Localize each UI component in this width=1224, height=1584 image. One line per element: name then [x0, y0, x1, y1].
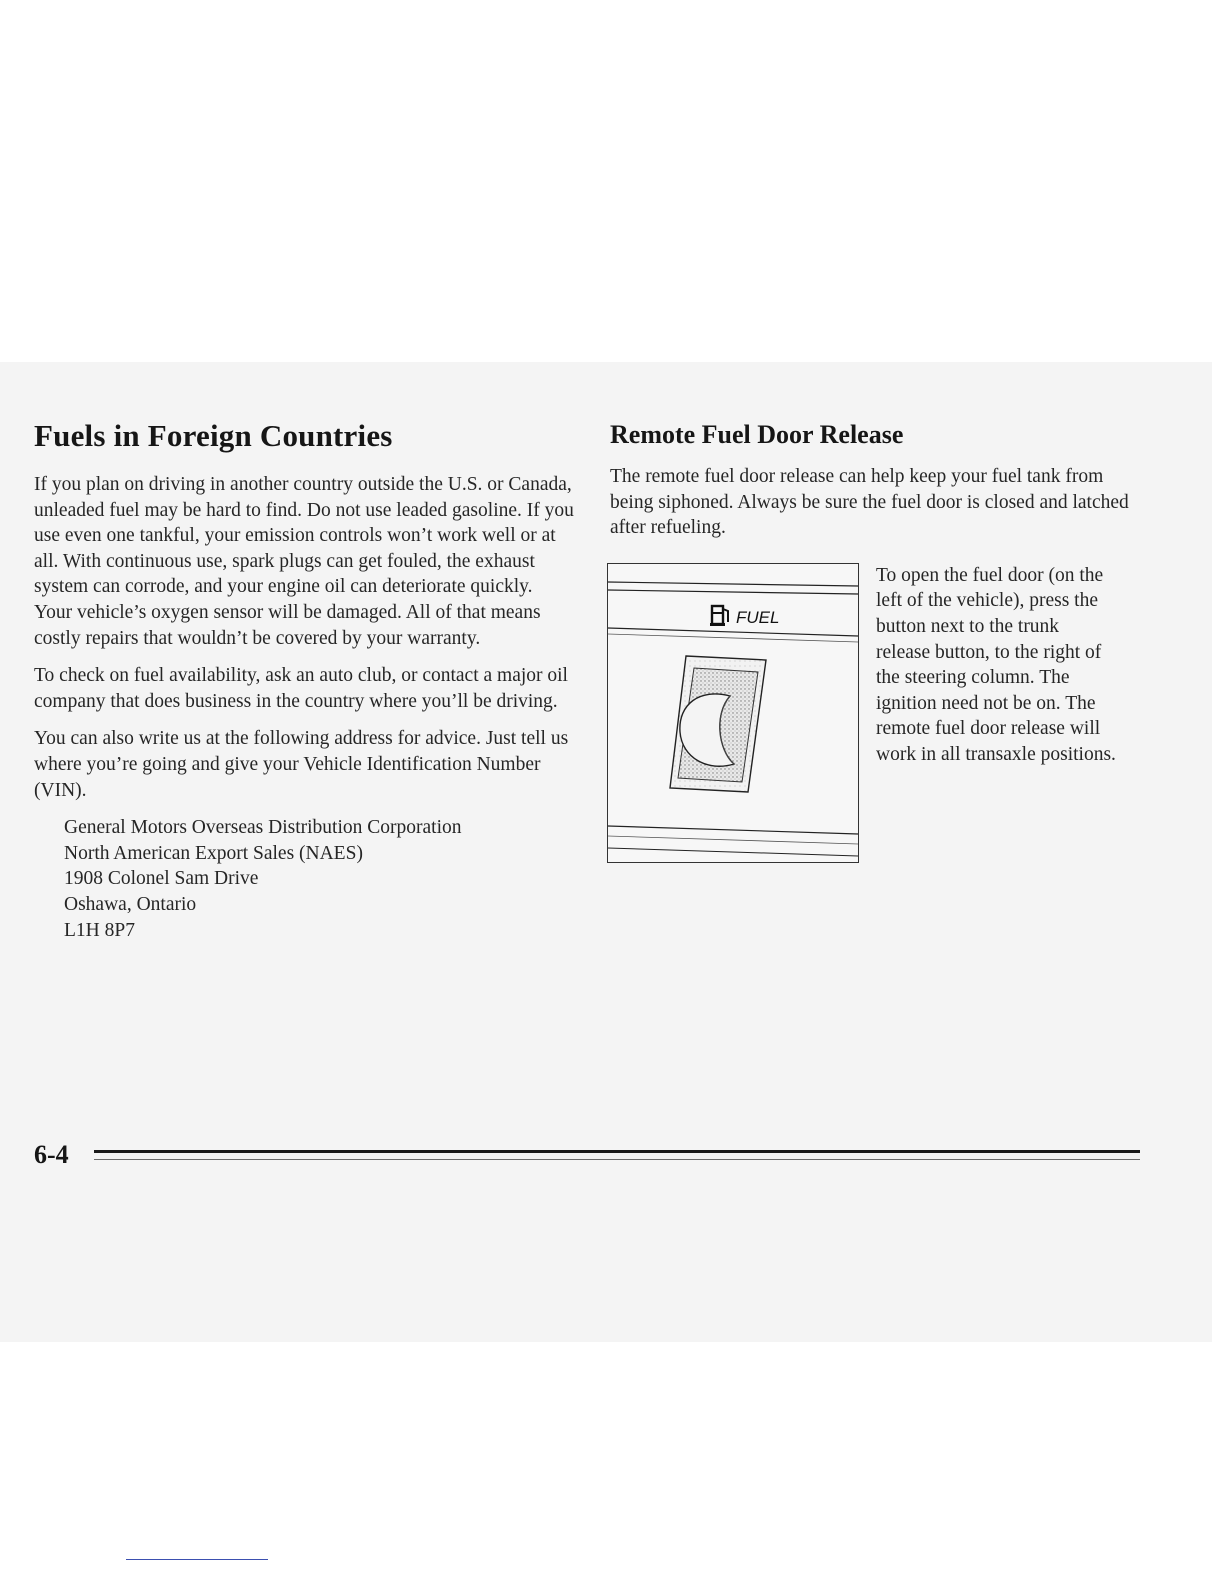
left-column: [34, 418, 574, 943]
paragraph-remote-intro: The remote fuel door release can help keep your fuel tank from being siphoned. Always be sure the fuel door is closed and latched after refueling.: [610, 466, 1129, 539]
paragraph-write-us: You can also write us at the following address for advice. Just tell us where you’re going and give your Vehicle Identification Number (VIN).: [34, 728, 569, 801]
footer-rule: [94, 1150, 1140, 1153]
address-line: 1908 Colonel Sam Drive: [64, 868, 259, 890]
paragraph-leaded-warning: If you plan on driving in another country outside the U.S. or Canada, unleaded fuel may be hard to find. Do not use leaded gasoline. If you use even one tankful, your emission controls won’t work well or at all. With continuous use, spark plugs can get fouled, the exhaust system can corrode, and your engine oil can deteriorate quickly. Your vehicle’s oxygen sensor will be damaged. All of that means costly repairs that wouldn’t be covered by your warranty.: [34, 474, 574, 649]
bottom-divider: [126, 1559, 268, 1560]
figure-caption: To open the fuel door (on the left of the vehicle), press the button next to the trunk release button, to the right of the steering column. The ignition need not be on. The remote fuel door release will work in all transaxle positions.: [876, 564, 1116, 765]
address-line: North American Export Sales (NAES): [64, 842, 363, 864]
paragraph-fuel-availability: To check on fuel availability, ask an auto club, or contact a major oil company that does business in the country where you’ll be driving.: [34, 665, 568, 712]
figure-row: [610, 563, 1150, 873]
section-title-remote-fuel: Remote Fuel Door Release: [610, 420, 904, 449]
mailing-address: [64, 815, 574, 943]
fuel-door-release-illustration: [607, 563, 859, 863]
fuel-button-drawing: [608, 564, 858, 862]
right-column: [610, 420, 1150, 873]
section-title-fuels: Fuels in Foreign Countries: [34, 418, 393, 453]
address-line: L1H 8P7: [64, 919, 135, 941]
address-line: Oshawa, Ontario: [64, 893, 197, 915]
page-number: 6-4: [34, 1140, 69, 1169]
fuel-label: FUEL: [736, 607, 780, 627]
footer-rule-thin: [94, 1159, 1140, 1160]
fuel-pump-icon: [710, 606, 728, 626]
address-line: General Motors Overseas Distribution Corporation: [64, 817, 462, 839]
